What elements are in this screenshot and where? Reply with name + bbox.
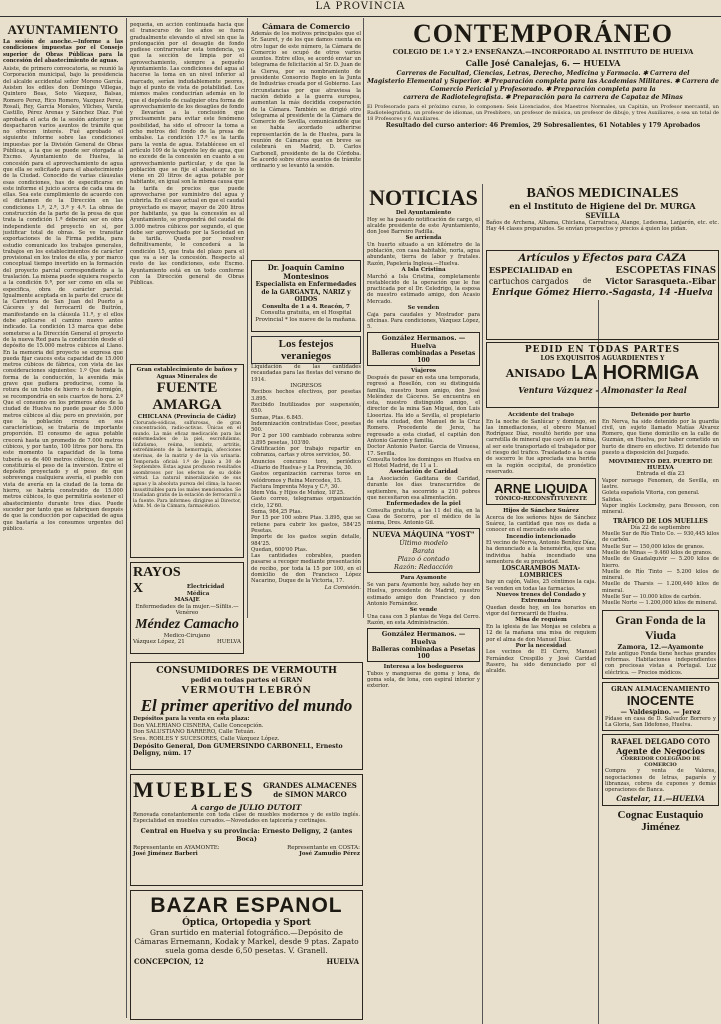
- ad-caza: [486, 250, 719, 340]
- ad-vermouth: [130, 662, 363, 770]
- ad-carne-sub: TÓNICO-RECONSTITUYENTE: [494, 496, 588, 503]
- festejos-line: Idem Vda. y Hijos de Muñoz, 18'25.: [251, 490, 345, 497]
- ad-rayos-masaje: MASAJE: [174, 597, 200, 603]
- vende-heading: Se vende: [409, 607, 438, 614]
- ad-caza-sign: Enrique Gómez Hierro.-Sagasta, 14 -Huelva: [492, 288, 713, 298]
- festejos-line: Gasto correo, telegramas organización ciclo, 12'60.: [251, 496, 361, 509]
- ad-title: Gran establecimiento de baños y Aguas Minerales de: [136, 367, 238, 380]
- ad-gonzalez-name: González Hermanos. — Huelva: [381, 334, 466, 351]
- festejos-lines: [251, 389, 361, 584]
- column-2-text: [130, 22, 244, 362]
- ad-muebles: [130, 774, 363, 886]
- enfermedades-heading: Enfermedades de la piel: [386, 501, 461, 508]
- festejos-line: Gastos organización carreras toros en velódromos y Reina Mercedes, 15.: [251, 471, 361, 484]
- ad-dr-camino: [251, 260, 361, 332]
- noticia-text: Caja para caudales y Mostrador para oficinas. Para condiciones, Vázquez López, 5.: [367, 311, 480, 331]
- trafico-line: Muelle de Río Tinto — 5.200 kilos de mineral.: [602, 568, 719, 582]
- column-rule: [598, 300, 599, 1024]
- ad-subtitle: CHICLANA (Provincia de Cádiz): [137, 414, 237, 420]
- festejos-line: Por 15 por 100 sobre Ptas. 3.895, que se retiene para cubrir los gastos, 584'25 Pesetas.: [251, 515, 361, 534]
- necesidad-text: Los vecinos de El Cerro, Manuel Fernández Crespillo y José Caridad Rasero, ha sido denunciado por el alcalde.: [486, 649, 596, 675]
- ad-rayos-right: Electricidad Médica: [186, 584, 225, 597]
- ad-rep-right-label: Representante en COSTA:: [287, 844, 360, 851]
- ad-contemporaneo-note: El Profesorado para el próximo curso, lo componen: Seis Licenciados, dos Maestros Normales, un Capitán, un Profesor mercantil, un Radiotelegrafista, un profesor de idiomas, un Presbítero, un profesor de música, un profesor de dibujo, y tres Auxiliares, o sea un total de 18 Profesores y 6 Auxiliares.: [367, 104, 719, 122]
- ad-muebles-text: Renovada constantemente con toda clase de muebles modernos y de estilo inglés. Especialidad en muebles curvados.—Novedades en tapicería y cortinajes.: [133, 812, 360, 825]
- trafico-line: Muelle de Minas — 9.460 kilos de granos.: [602, 549, 713, 556]
- contemporaneo-line: Carreras de Facultad, Ciencias, Letras, Derecho, Medicina y Farmacia. ✱ Carrera del: [396, 70, 690, 77]
- ad-contemporaneo-sub: COLEGIO DE 1.ª Y 2.ª ENSEÑANZA.—INCORPORADO AL INSTITUTO DE HUELVA: [392, 48, 694, 56]
- noticias-sub: Del Ayuntamiento: [395, 210, 452, 216]
- puerto-heading: MOVIMIENTO DEL PUERTO DE HUELVA: [608, 459, 713, 472]
- ad-contemporaneo: [367, 20, 719, 182]
- ad-banos-city: SEVILLA: [585, 211, 620, 220]
- deposito-line: Sres. ROBLES Y SUCESORES, Calle Vázquez López.: [133, 735, 280, 742]
- hijos-text: Acerca de los señores hijos de Sánchez Suárez, la cantidad que nos es dada a conocer en el mercado este año.: [486, 514, 596, 534]
- ad-caza-spec: ESPECIALIDAD en: [489, 265, 573, 275]
- trafico-sub: Día 22 de septiembre: [630, 524, 691, 531]
- detenido-heading: Detenido por hurto: [630, 412, 691, 418]
- ad-vermouth-depos-lines: [133, 723, 360, 743]
- bodega-text: Tubos y mangueras de goma y lona, de goma sola, de lona, con espiral interior y exterior.: [367, 670, 480, 690]
- ad-hormiga-sub: LOS EXQUISITOS AGUARDIENTES Y: [540, 355, 665, 362]
- column-5: [486, 412, 596, 1020]
- column-camara: [251, 22, 361, 260]
- festejos-line: Factura Imprenta Moya y C.ª, 30.: [251, 483, 340, 490]
- loscarambos-text: hay un cajón, Valles, 25 céntimos la caja. Se venden en todas las farmacias.: [486, 579, 596, 592]
- ad-banos: [486, 186, 719, 248]
- festejos-line: Suma, 984,25 Ptas.: [251, 509, 302, 516]
- ad-muebles-title: MUEBLES: [133, 777, 255, 802]
- ad-hormiga-top: PEDID EN TODAS PARTES: [524, 345, 681, 355]
- headline-ayuntamiento: AYUNTAMIENTO: [7, 22, 119, 37]
- festejos-line: Quedan, 600'00 Ptas.: [251, 546, 308, 553]
- ad-doctor-note: Consulta gratuita, en el Hospital Provincial * los nueve de la mañana.: [255, 310, 357, 323]
- ad-banos-sub: en el Instituto de Higiene del Dr. MURGA: [509, 201, 696, 211]
- ayamonte-text: Se van para Ayamonte hoy, saludo hoy en Huelva, procedente de Madrid, nuestro estimado amigo don Francisco y don Antonio Fernández.: [367, 581, 480, 607]
- trafico-line: Muelle Sur de Río Tinto Co. — 930,445 kilos de carbón.: [602, 531, 719, 544]
- ad-fonda-sub: Zamora, 12.—Ayamonte: [617, 642, 704, 651]
- column-noticias: [367, 186, 480, 1020]
- festejos-title: Los festejos veraniegos: [251, 336, 361, 364]
- article-body: Asiste, de primero convocatoria, se reunió la Corporación municipal, bajo la presidencia del alcalde accidental señor Moreno García. Asisten los ediles don Domingo Villegas, Quintero Beas, Soto Vázquez, Balsas, Romero Perez, Rico Romero, Vazquez Perez, Rosalí, Rey, García Morales, Vilches, Varela Castillo, Pérez Arenas y Sánchez Díaz. Fué aprobada el acta de la sesión anterior y se despacharon varios asuntos de trámite que no ofrecen interés. Fué aprobado el siguiente informe sobre las condiciones impuestas por la División General de Obras Públicas, a la que se puede ser otorgada al Excmo. Ayuntamiento de Huelva, la concesión para el aprovechamiento de agua que ella se solicitado para el abastecimiento de la Ciudad. Conocido de varias cláusulas esas condiciones, has de especificarse en este informe el juicio acerca de cada una de ellas. Sea este cumplimiento de acuerdo con el dictamen de la Dirección en las condiciones 1.ª, 2.ª, 3.ª y 4.ª. La obras de construcción de la parte de la presa de que trata la condición 1.ª deberán ser en obra independiente del proyecto en sí, por justificar total de obras. Se ve transitar exportaciones de la Firma pedida, para estudio comunicado los trabajos generales, trabajos en los establecimientos de carácter provisional en los tratos de ella, y por marco conceptual tiempo invertido en la formación del proyecto parcial correspondiente a la traslación. La misma puede siquiera respecto a la condición 9.ª, por ser como en ella se especifica, obra de carácter parcial. Igualmente aceptada en la parte del cruce de la Carretera de San Juan del Puerto a Cáceres y del ferrocarril de Buitrón, manifestando en la cláusula 11.ª, y el ellos debe aplicarse el camino nuevo antes indicado. La condición 13 marca que debe someterse a la Dirección General el proyecto de la nueva Red para la conducción desde el depósito de 15.000 metros cúbicos al Llano. En la memoria del proyecto se expresa que pueda fijar cauces esta capacidad de 15.000 metros cúbicos de fábrica, con vista de las consideraciones siguientes: 1.º Que dada la forma de la conducción, la avenida más grave que pudiera producirse, como la rotura de un tubo de hierro o de hormigón, se recompondría en seis cuartos de hora. 2.º Que el consumo en los primeros años de la ciudad de Huelva no puede pasar de 5.000 metros cúbicos al día; pero en previsión, por que la población crezca en sus características, se trataría de importante proporción. El consumo de agua potable crecerá hasta un promedio de 7.000 metros cúbicos, y por tanto, 100 litros por hora. En este momento la capacidad de la toma tubería es de 400 metros cúbicos, lo que se constituiría el peso de la inversión. Entre el depósito proyectado y el peso de que sobrevenga cualquiera avería, el pueblo con vista de avería en la ciudad de la toma de hierro, se habría construido de 15.000 metros cúbicos, lo que permitiría sostener el abastecimiento durante tres días. Puede suceder por tanto que se fabriquen después de que la conducción por capacidad de agua que bastaría a los consumos urgentes del público.: [3, 66, 123, 532]
- ad-hormiga-big: LA HORMIGA: [571, 362, 700, 384]
- festejos-line: Recibido Inutilizados por suspensión, 650.: [251, 401, 361, 415]
- column-rule: [247, 18, 248, 618]
- ad-inocente-text: Pídase en casa de D. Salvador Borrero y La Gloria, San Ildefonso, Huelva.: [605, 715, 716, 729]
- ad-banos-text: Baños de Archena, Alhama, Chiclana, Carratraca, Alange, Ledesma, Lanjarón, etc. etc. Hay 44 clases preparados. Se envían prospectos y precios á quien los pidan.: [486, 220, 719, 233]
- ad-vermouth-heading: CONSUMIDORES DE VERMOUTH: [156, 665, 337, 676]
- ad-caza-sub: de: [582, 277, 592, 285]
- festejos-line: Recibos hechos efectivos, por pesetas 3.895.: [251, 389, 361, 402]
- ad-vermouth-sub: pedid en todas partes el GRAN: [190, 676, 303, 684]
- ad-rayos-line: Enfermedades de la mujer.—Sífilis.—Venéreo: [135, 603, 239, 616]
- ad-bazar-addr: CONCEPCION, 12: [134, 957, 204, 966]
- trafico-line: Muelle Sur — 150,000 kilos de granos.: [602, 543, 705, 550]
- misa-text: En la iglesia de las Monjas se celebra a 12 de la mañana una misa de requiem por el alma de don Manuel Díaz.: [486, 623, 596, 643]
- ad-hormiga-maker: Ventura Vázquez - Almonaster la Real: [518, 385, 687, 395]
- ad-gonzalez2-sub: Balleras combinadas a Pesetas 100: [371, 646, 476, 661]
- noticias-items: [367, 217, 480, 331]
- trafico-line: Muelle Sur — 10.000 kilos de carbón.: [602, 594, 702, 601]
- ad-rayos-addr: Vázquez López, 21: [133, 639, 185, 645]
- accidente-heading: Accidente del trabajo: [508, 412, 574, 418]
- ad-brand: FUENTE AMARGA: [152, 380, 222, 413]
- ad-bazar-espanol: [130, 890, 363, 1020]
- ad-inocente-sub: — Valdespino. — Jerez: [620, 707, 701, 716]
- ad-contemporaneo-title: CONTEMPORÁNEO: [413, 20, 673, 48]
- incendio-text: El vecino de Nerva, Antonio Benítez Díaz, ha denunciado a la benemérita, que una individua había incendiado una sementera de su propiedad.: [486, 540, 596, 565]
- ad-doctor-spec: Especialista en Enfermedades de la GARGANTA, NARIZ y OIDOS: [255, 281, 357, 303]
- ad-fonda-title: Gran Fonda de la Viuda: [615, 612, 706, 642]
- viajeros-text: Después de pasar en esta una temporada, regresó a Rosellón, con su distinguida familia, nuestro buen amigo, don José Meléndez de Cáceres. Se encuentra en esta, nuestro distinguido amigo, el director de la mina San Miguel, don Luis Lloeeriza. Ha ido a Sevilla, el propietario de esta ciudad, don Manuel de la Cruz Romero. Procedente de Jerez, ha regresado a esta ciudad, el capitán don Antonio Garzón y familia.: [367, 374, 480, 444]
- trafico-heading: TRÁFICO DE LOS MUELLES: [613, 517, 708, 525]
- necesidad-heading: Por la necesidad: [515, 642, 567, 649]
- ad-contemporaneo-addr: Calle José Canalejas, 6. — HUELVA: [465, 58, 621, 68]
- trenes-heading: Nuevos trenes del Condado y Extremadura: [496, 591, 586, 605]
- noticia-text: Un huerto situado a un kilómetro de la población, con casa habitable, noria, agua abundante, tierra de labor y frutales. Razón, Papelería Inglesa.—Huelva.: [367, 241, 480, 267]
- viajeros-heading: Viajeros: [411, 368, 436, 375]
- festejos-line: Sumas, Ptas. 6.845.: [251, 414, 303, 421]
- festejos-line: Gratificación por trabajo repartir en cobranza, cartas y otros servicios, 50.: [251, 446, 361, 459]
- ad-rayos-x: [130, 562, 244, 654]
- ad-caza-left: cartuchos cargados: [489, 276, 569, 286]
- ad-inocente-heading: GRAN ALMACENAMIENTO: [611, 684, 710, 693]
- camara-text: Además de los motivos principales que el Sr. Sauret, y de los que damos cuenta en otro lugar de este número, la Cámara de Comercio se ocupó de otros varios asuntos. Entre ellos, se acordó enviar un telegrama de felicitación al Sr. D. Juan de la Cierva, por su nombramiento de presidente Consorcio Regio en la Junta de Industrias creada por el Gobierno. Las circunstancias por que atraviesa la nación debido a la guerra europea, aumentan la más decidida cooperación de la Cámara. También se dirigió otro telegrama al presidente de la Cámara de Comercio de Sevilla, comunicándole que se había acordado adherirse representación de la de Huelva, para la reunión de Cámaras que en breve se celebrará en Madrid, D. Carlos Carbonell, presidente de la de Córdoba. Se acordó sobre otros asuntos de trámite ordinario y se levantó la sesión.: [251, 31, 361, 170]
- ad-yost: [367, 528, 480, 573]
- ad-caza-big: ESCOPETAS FINAS: [615, 264, 716, 276]
- ad-banos-title: BAÑOS MEDICINALES: [526, 186, 679, 201]
- ad-muebles-cargo: A cargo de JULIO DUTOIT: [191, 803, 302, 812]
- trafico-line: Muelle de Tharsis — 1.200,440 kilos de mineral.: [602, 581, 719, 594]
- ad-doctor-addr: Consulta de 1 a 4. Reacón, 7: [262, 303, 350, 310]
- puerto-lines: [602, 478, 719, 516]
- deposito-line: Don SALUSTIANO BARRERO, Calle Tetuán.: [133, 729, 256, 735]
- festejos-intro: Liquidación de las cantidades recaudadas para las fiestas del verano de 1914.: [251, 364, 361, 383]
- enfermedades-text: Consulta gratuita, a las 11 del día, en la Casa de Socorro, por el médico de la misma, Dres. Antonio Gil.: [367, 507, 480, 527]
- ad-rep-left-name: José Jiménez Barberi: [133, 851, 198, 858]
- ad-yost-l1: Barata: [412, 547, 435, 556]
- caridad-text: La Asociación Gaditana de Caridad, durante los días transcurridos de septiembre, ha socorrido a 210 pobres que necesitaron esa alimentación.: [367, 475, 480, 501]
- ad-hormiga-left: ANISADO: [505, 367, 566, 380]
- deposito-line: Don VALERIANO CISNERA, Calle Concepción.: [133, 722, 264, 729]
- ad-doctor-name: Dr. Joaquín Camino Montesinos: [267, 263, 345, 281]
- masthead-title: LA PROVINCIA: [315, 1, 406, 12]
- puerto-line: Vapor inglés Lockmsby, para Bresson, con mineral.: [602, 502, 719, 516]
- ad-bazar-sub: Óptica, Ortopedia y Sport: [182, 918, 311, 928]
- ad-caza-name: Victor Sarasqueta.-Eibar: [605, 276, 716, 286]
- trafico-line: Muelle de Guadalquivir — 5.200 kilos de hierro.: [602, 556, 719, 569]
- ad-caza-title: Artículos y Efectos para CAZA: [518, 253, 687, 264]
- ayamonte-heading: Para Ayamonte: [400, 575, 447, 582]
- column-rule: [363, 18, 364, 618]
- loscarambos-title: LOSCARAMBOS MATA-LOMBRICES: [501, 565, 581, 580]
- lead-paragraph: La sesión de anoche.—Informe a las condiciones impuestas por el Consejo superior de Obras Públicas para la concesión del abastecimiento de aguas.: [3, 39, 123, 64]
- ad-fuente-amarga: [130, 364, 244, 558]
- vende-text: Una casa con 3 plantas de Vega del Cerro. Razón, en esta Administración.: [367, 613, 480, 626]
- ad-gonzalez-2: [367, 628, 480, 662]
- trenes-text: Quedan desde hoy, en los horarios en vigor del ferrocarril de Huelva.: [486, 604, 596, 618]
- ad-inocente: [602, 682, 719, 732]
- ad-gran-fonda: [602, 610, 719, 679]
- column-rule: [126, 18, 127, 1018]
- ad-gonzalez2-name: González Hermanos. — Huelva: [381, 630, 466, 647]
- festejos-line: Indemnización contratistas Cooc, pesetas 500.: [251, 420, 361, 434]
- contemporaneo-line: carrera de Radiotelegrafista. ✱ Preparación para la carrera de Capataz de Minas: [403, 94, 683, 101]
- festejos-article: [251, 336, 361, 598]
- ad-vermouth-slogan: El primer aperitivo del mundo: [140, 696, 353, 715]
- ad-cognac: Cognac Eustaquio Jiménez: [617, 808, 704, 833]
- ad-rafael-col: CORREDOR COLEGIADO DE COMERCIO: [620, 756, 701, 769]
- bodega-heading: Interesa a los bodegueros: [383, 664, 464, 671]
- puerto-line: Salidas.: [602, 496, 623, 503]
- festejos-line: Las cantidades cobrables, pueden pasarse a recoger mediante presentación de recibo, por toda la 15 por 100, en el domicilio de don Francisco López Nacarino, Duque de la Victoria, 17.: [251, 553, 361, 585]
- detenido-text: En Nerva, ha sido detenido por la guardia civil, un sujeto llamado Matías Álvarez Romero, que tiene domicilio en la calle de Guzmán, en Huelva, por haber cometido un hurto de dinero en efectivo. El detenido fue puesto a disposición del Juzgado.: [602, 418, 719, 456]
- ad-rayos-title: RAYOS X: [133, 565, 181, 596]
- ingresos-label: INGRESOS: [290, 382, 322, 389]
- column-ayuntamiento: [3, 22, 123, 1020]
- ad-bazar-city: HUELVA: [326, 957, 359, 966]
- ad-gonzalez-1: [367, 332, 480, 366]
- ad-yost-l3: Razón: Redacción: [394, 563, 453, 572]
- ad-fonda-text: Este antiguo Fonda tiene hechas grandes reformas. Habitaciones independientes con preciosas vistas a Portugal. Luz eléctrica. — Precios módicos.: [605, 650, 716, 676]
- masthead: [0, 0, 721, 17]
- ad-carne-title: ARNE LIQUIDA: [494, 481, 588, 497]
- ad-rafael-role: Agente de Negocios: [616, 746, 705, 757]
- ad-text: Clorurado-sódicas, sulfurosas, de gran concentración, radio-activas. Únicas en el mundo. La más eficaz medicación para las enfermedades de la piel, escrofulismo, linfatismo, reúma, lombriz, artritis, estreñimiento de la hemorragia, afecciones uterinas, de la matriz y de la vía urinaria. Temporada oficial: 1.º de Junio a 30 de Septiembre. Estas aguas producen resultados asombrosos por los efectos de su doble virtud. La natural mineralización de sus aguas y la absoluta pureza del clima; la hacen insustituibles para los males mencionados. Se trasladan gratis de la estación de ferrocarril a la fuente. Para informes: dirigirse al Director, Adm. M. de la Cámara, farmacéutico.: [133, 420, 241, 510]
- ad-rafael-name: RAFAEL DELGADO COTO: [610, 737, 711, 747]
- ad-rayos-role: Medico-Cirujano: [163, 632, 211, 639]
- trafico-lines: [602, 531, 719, 607]
- noticia-text: Marchó a Isla Cristina, completamente restablecido de la operación que le fue practicada por el Dr. Celedrigo, la esposa de nuestro estimado amigo, don Acasio Mercado.: [367, 273, 480, 305]
- ad-contemporaneo-result: Resultado del curso anterior: 46 Premios, 29 Sobresalientes, 61 Notables y 179 Aprobados: [385, 122, 701, 129]
- festejos-line: Anuncios concurso toro, periódico «Diario de Huelva» y La Provincia, 30.: [251, 458, 361, 471]
- caridad-heading: Asociación de Caridad: [389, 469, 458, 476]
- headline-camara: Cámara de Comercio: [262, 22, 350, 31]
- ad-inocente-title: INOCENTE: [626, 692, 695, 708]
- ad-yost-sub: Último modelo: [399, 539, 448, 548]
- noticia-heading: A Isla Cristina: [401, 267, 446, 274]
- ad-vermouth-brand: VERMOUTH LEBRÓN: [181, 684, 312, 696]
- ad-la-hormiga: [486, 342, 719, 408]
- noticia-text: Hoy se ha pasado notificación de cargo, el alcalde presidente de este Ayuntamiento, don José Barreiro Padilla.: [367, 216, 480, 236]
- accidente-text: En la noche de Sanlúcar y domingo, en las inmediaciones, el obrero Manuel Rodríguez Díaz, resultó herido por una carretilla de mineral que cayó en la mina, al ser este transportado el trabajador por el riesgo del tráfico. Trasladado a la casa de socorro le fue apreciada una herida en la región occipital, de pronóstico reservado.: [486, 418, 596, 475]
- puerto-line: Vapor noruego Fenomen, de Sevilla, en lastre.: [602, 477, 719, 491]
- ad-muebles-central: Central en Huelva y su provincia: Ernesto Deligny, 2 (antes Boca): [140, 826, 353, 843]
- trafico-line: Muelle Norte — 1.200,000 kilos de mineral.: [602, 600, 718, 607]
- doctor-text: Doctor Antonio Pastor. Garcia de Vinuesa, 17. Sevilla.: [367, 444, 480, 457]
- festejos-line: Importe de los gastos según detalle, 984'25.: [251, 534, 361, 547]
- ad-rafael-text: Compra y venta de Valores, negociaciones de letras, pagarés y libranzas, cobros de cupones y demás operaciones de Banca.: [605, 768, 716, 794]
- ad-rayos-name: Méndez Camacho: [135, 616, 239, 632]
- ad-rayos-city: HUELVA: [216, 639, 241, 645]
- contemporaneo-line: Magisterio Elemental y Superior. ✱ Preparación completa para las Academias Militares. ✱ Carrera de Comercio Pericial y Profesorado. ✱ Preparación completa para la: [367, 78, 719, 93]
- ad-gonzalez-sub: Balleras combinadas a Pesetas 100: [371, 350, 476, 365]
- puerto-date: Entrada el día 23: [636, 471, 685, 478]
- noticia-heading: Se venden: [407, 305, 440, 312]
- incendio-heading: Incendio intencionado: [506, 533, 576, 540]
- article-continuation: pequeña, en acción continuada hacia que el transcurso de los años se fuera gradualmente elevando el nivel sin que la prolongación por el desagüe de fondo pudiese contrarrestar esta tendencia, ya que la sección de limpia por el aprovechamiento, siempre a pequeño Ayuntamiento. Las condiciones del agua al hacerse la toma en un nivel inferior al marcado, serían indudablemente peores, bajo el punto de vista de potabilidad. Los mismos males conducirían además en lo que el depósito de cualquier otra forma de aprovechamiento de los desagües de fondo y llevarían a la conclusión que precisamente para evitar este fenómeno posibilidad, ha sido el ofrecer la toma a ocho metros del fondo de la presa de embalse. La condición 17.ª es la tarifa para la venta de agua. Establécese en el artículo 109 de la vigente ley de agua, que no excede de la concesión en cuanto a su aprovechamiento particular, y de que la población que se fije el abastecer no le viene en 20 litros de agua potable por habitante, en igual son la misma causa que la tarifa de precios que puede aprovecharse por suministro del agua y cubrirla. En el caso actual en que el caudal proyectado es mayor, mayor de 200 litros por habitante, ya que la concesión es al Ayuntamiento, se propondrá del caudal de 3.000 metros cúbicos por segundo, el que debe ser aprovechado por la Sociedad en la tarifa. Queda por resolver definitivamente, le concederá a la condición 15, que trata del plazo para el que va a ser la concesión. Respecto al resto de las condiciones, este Excmo. Ayuntamiento está en un todo conforme con la Dirección general de Obras Públicas.: [130, 22, 244, 287]
- festejos-signoff: La Comisión.: [324, 584, 361, 591]
- column-rule: [482, 184, 483, 1024]
- hijos-heading: Hijos de Sánchez Suárez: [503, 508, 579, 515]
- puerto-line: Goleta española Vitoria, con general.: [602, 490, 700, 497]
- noticia-heading: Se arrienda: [405, 235, 442, 242]
- ad-vermouth-general: Depósito General, Don GUMERSINDO CARBONELL, Ernesto Deligny, núm. 17: [133, 743, 343, 757]
- misa-heading: Misa de requiem: [515, 617, 567, 624]
- ad-rafael-addr: Castelar, 11.—HUELVA: [616, 793, 705, 803]
- ad-yost-l2: Plazo ó contado: [397, 555, 450, 564]
- ad-rafael-delgado: [602, 734, 719, 805]
- festejos-line: Por 2 por 100 cambiado cobranza sobre 3.895 pesetas, 103'80.: [251, 433, 361, 446]
- ad-vermouth-depos: Depósitos para la venta en esta plaza:: [133, 716, 250, 722]
- ad-yost-title: NUEVA MÁQUINA "YOST": [372, 530, 475, 540]
- ad-bazar-title: BAZAR ESPANOL: [150, 894, 343, 917]
- ad-carne-liquida: [486, 478, 596, 505]
- headline-noticias: NOTICIAS: [369, 186, 478, 210]
- ad-rep-right-name: José Zamudio Pérez: [299, 851, 360, 858]
- consultas-text: Consulta todos los domingos en Huelva en el Hotel Madrid, de 11 a 1.: [367, 456, 480, 470]
- ad-contemporaneo-lines: [367, 70, 719, 102]
- column-6: [602, 412, 719, 1020]
- ad-rep-left-label: Representante en AYAMONTE:: [133, 844, 220, 851]
- ad-muebles-store: GRANDES ALMACENES de SIMON MARCO: [263, 781, 357, 799]
- ad-bazar-text: Gran surtido en material fotográfico.—Depósito de Cámaras Ernemann, Kodak y Markel, desde 9 ptas. Zapato suela goma desde 6,50 pesetas. V. Granell.: [134, 928, 359, 955]
